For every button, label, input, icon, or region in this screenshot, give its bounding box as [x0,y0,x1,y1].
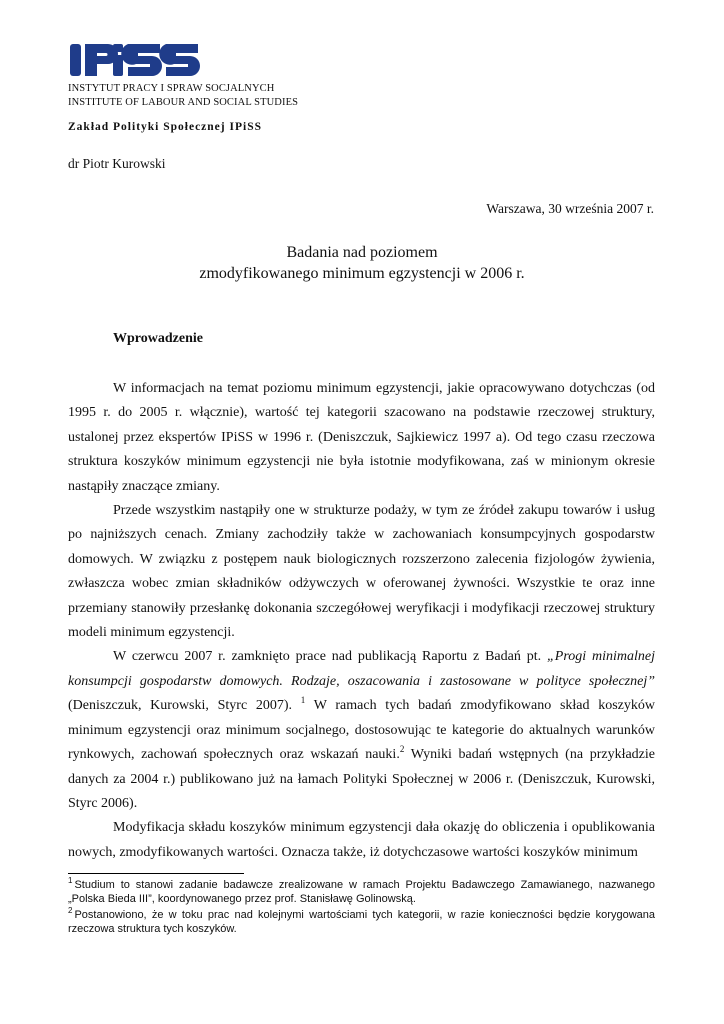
paragraph-3-text-c: W ramach tych badań zmodyfikowano skład koszyków minimum egzystencji oraz minimum socjalnego, dostosowując te kategorie do aktualnych warunków rynkowych, zachowań społecznych oraz wskazań nauki. [68,698,655,763]
body-text [68,377,655,865]
footnote-2-text: Postanowiono, że w toku prac nad kolejnymi wartościami tych kategorii, w razie konieczności będzie korygowana rzeczowa struktura tych koszyków. [68,909,655,935]
footnote-1-text: Studium to stanowi zadanie badawcze zrealizowane w ramach Projektu Badawczego Zamawianego, nazwanego „Polska Bieda III”, koordynowanego przez prof. Stanisławę Golinowską. [68,879,655,905]
footnote-2-number: 2 [68,906,73,915]
footnote-1 [68,878,655,906]
paragraph-1: W informacjach na temat poziomu minimum egzystencji, jakie opracowywano dotychczas (od 1995 r. do 2005 r. włącznie), wartość tej kategorii szacowano na podstawie rzeczowej struktury, ustalonej przez ekspertów IPiSS w 1996 r. (Deniszczuk, Sajkiewicz 1997 a). Od tego czasu rzeczowa struktura koszyków minimum egzystencji nie była istotnie modyfikowana, zaś w minionym okresie nastąpiły znaczące zmiany. [68,381,655,494]
paragraph-3-text-d: Wyniki badań wstępnych (na przykładzie danych za 2004 r.) publikowano już na łamach Polityki Społecznej w 2006 r. (Deniszczuk, Kurowski, Styrc 2006). [68,747,655,811]
document-title-line-2: zmodyfikowanego minimum egzystencji w 2006 r. [199,265,525,282]
document-date: Warszawa, 30 września 2007 r. [486,201,654,216]
institute-name-en: INSTITUTE OF LABOUR AND SOCIAL STUDIES [68,97,299,108]
author: dr Piotr Kurowski [68,156,166,171]
report-title-italic: „Progi minimalnej konsumpcji gospodarstw domowych. Rodzaje, oszacowania i zastosowane w polityce społecznej” [68,649,655,689]
footnote-2 [68,908,655,936]
section-heading: Wprowadzenie [113,331,203,346]
document-title-line-1: Badania nad poziomem [286,244,438,261]
paragraph-3-text-a: W czerwcu 2007 r. zamknięto prace nad publikacją Raportu z Badań pt. [113,649,547,665]
footnote-ref-1: 1 [300,695,306,706]
institute-name-pl: INSTYTUT PRACY I SPRAW SOCJALNYCH [68,83,275,94]
footnote-separator [68,873,244,874]
paragraph-3-text-b: (Deniszczuk, Kurowski, Styrc 2007). [68,698,301,714]
footnote-ref-2: 2 [399,744,405,755]
paragraph-4: Modyfikacja składu koszyków minimum egzystencji dała okazję do obliczenia i opublikowania nowych, zmodyfikowanych wartości. Oznacza także, iż dotychczasowe wartości koszyków minimum [68,820,655,860]
footnote-1-number: 1 [68,876,73,885]
ipiss-logo [68,40,200,80]
department-name: Zakład Polityki Społecznej IPiSS [68,121,262,133]
paragraph-3 [68,645,655,816]
paragraph-2: Przede wszystkim nastąpiły one w strukturze podaży, w tym ze źródeł zakupu towarów i usług po najniższych cenach. Zmiany zachodziły także w zachowaniach konsumpcyjnych gospodarstw domowych. W związku z postępem nauk biologicznych rozszerzono zalecenia fizjologów żywienia, zwłaszcza wobec zmian składników odżywczych w oferowanej żywności. Wszystkie te oraz inne przemiany stanowiły przesłankę dokonania szczegółowej weryfikacji i modyfikacji rzeczowej struktury modeli minimum egzystencji. [68,503,655,641]
